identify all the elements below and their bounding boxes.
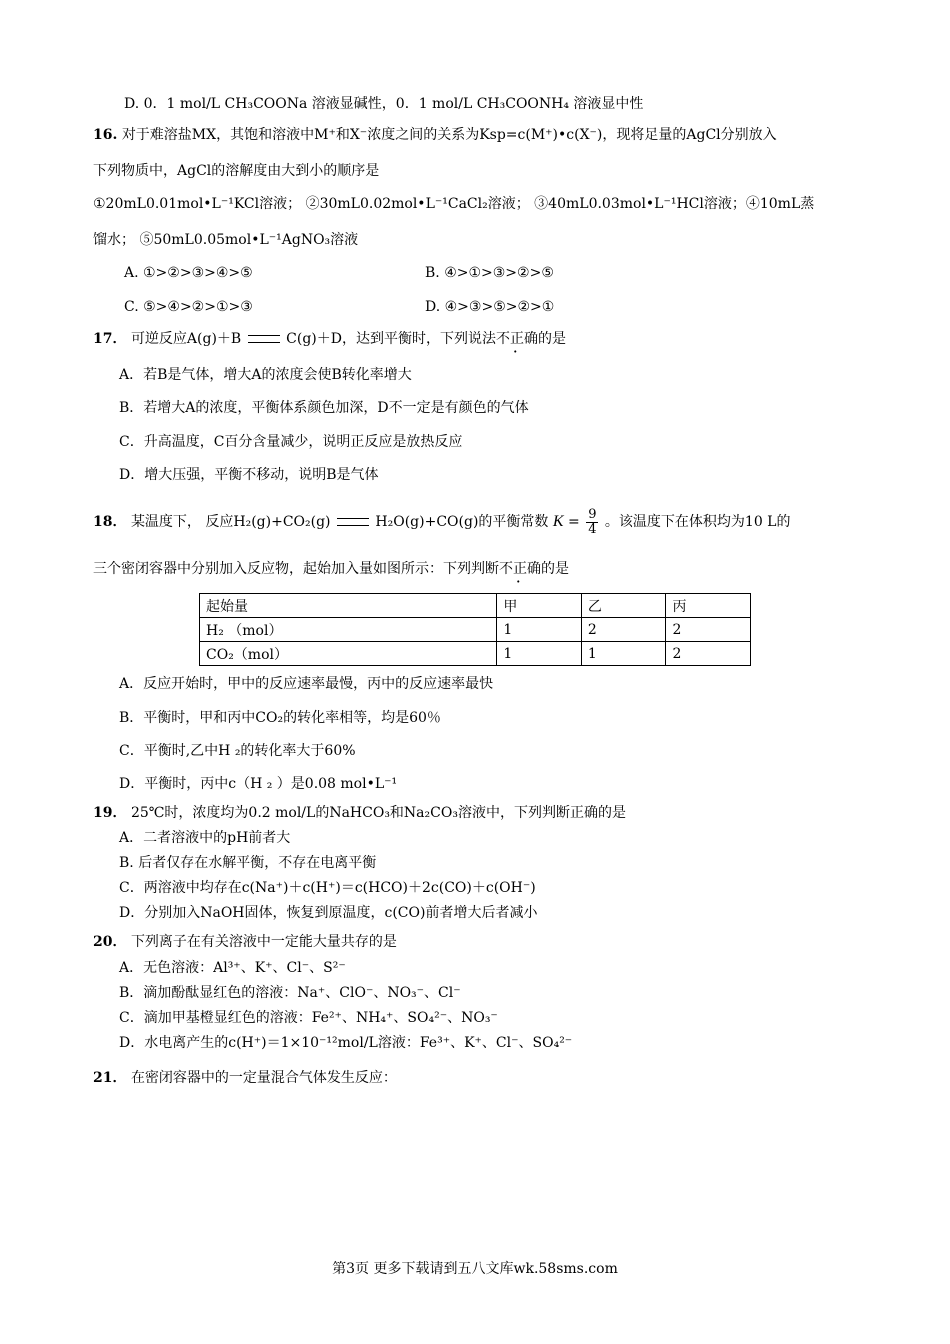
q18-initial-amount-table <box>199 593 751 666</box>
q16-option-c: C. ⑤>④>②>①>③ <box>124 299 253 315</box>
table-header-cell: 丙 <box>666 594 751 618</box>
k-fraction <box>586 508 598 537</box>
q16-items-line2: 馏水； ⑤50mL0.05mol•L⁻¹AgNO₃溶液 <box>93 232 359 248</box>
q21-number: 21． <box>93 1070 127 1086</box>
q18-option-c: C．平衡时,乙中H ₂的转化率大于60% <box>119 743 356 759</box>
q20-number: 20． <box>93 934 127 950</box>
table-cell: 1 <box>581 642 666 666</box>
q17-stem-post: 的是 <box>537 331 566 347</box>
q19-option-a: A．二者溶液中的pH前者大 <box>119 830 291 846</box>
q20-option-b: B．滴加酚酞显红色的溶液：Na⁺、ClO⁻、NO₃⁻、Cl⁻ <box>119 985 461 1001</box>
q21-stem-text: 在密闭容器中的一定量混合气体发生反应： <box>130 1070 397 1086</box>
q15-option-d: D. 0．1 mol/L CH₃COONa 溶液显碱性，0．1 mol/L CH₃COONH₄ 溶液显中性 <box>124 96 644 112</box>
k-symbol: K <box>552 513 564 530</box>
q19-number: 19． <box>93 805 127 821</box>
table-cell: H₂ （mol） <box>200 618 497 642</box>
q17-number: 17． <box>93 331 127 347</box>
q21-stem <box>93 1069 397 1087</box>
q17-stem-mid: C(g)＋D，达到平衡时，下列说法 <box>286 331 496 347</box>
q19-stem-text: 25℃时，浓度均为0.2 mol/L的NaHCO₃和Na₂CO₃溶液中，下列判断正确的是 <box>130 805 626 821</box>
q17-stem <box>93 330 566 348</box>
q18-stem-mid: H₂O(g)+CO(g)的平衡常数 <box>375 514 549 530</box>
q16-option-a: A. ①>②>③>④>⑤ <box>124 265 253 281</box>
q16-option-b: B. ④>①>③>②>⑤ <box>425 265 554 281</box>
equals-sign: = <box>568 514 580 530</box>
q20-option-d: D．水电离产生的c(H⁺)＝1×10⁻¹²mol/L溶液：Fe³⁺、K⁺、Cl⁻、SO₄²⁻ <box>119 1035 573 1051</box>
table-header-cell: 乙 <box>581 594 666 618</box>
table-header-cell: 甲 <box>497 594 582 618</box>
q16-stem-line1 <box>93 126 777 144</box>
q19-option-c: C．两溶液中均存在c(Na⁺)＋c(H⁺)＝c(HCO)＋2c(CO)＋c(OH⁻) <box>119 880 536 896</box>
q17-option-c: C．升高温度，C百分含量减少，说明正反应是放热反应 <box>119 434 463 450</box>
q16-stem-line2: 下列物质中，AgCl的溶解度由大到小的顺序是 <box>93 163 380 179</box>
equilibrium-arrow-icon <box>337 518 369 526</box>
q20-stem-text: 下列离子在有关溶液中一定能大量共存的是 <box>130 934 397 950</box>
page-footer: 第3页 更多下载请到五八文库wk.58sms.com <box>332 1261 618 1277</box>
table-cell: CO₂（mol） <box>200 642 497 666</box>
table-cell: 2 <box>666 618 751 642</box>
q20-stem <box>93 933 397 951</box>
q16-stem-a: 对于难溶盐MX，其饱和溶液中M⁺和X⁻浓度之间的关系为Ksp=c(M⁺)•c(X⁻)，现将足量的AgCl分别放入 <box>121 127 777 143</box>
q19-option-d: D．分别加入NaOH固体，恢复到原温度，c(CO)前者增大后者减小 <box>119 905 538 921</box>
q18-stem-line1 <box>93 507 790 537</box>
table-header-row <box>200 594 751 618</box>
q18-stem-b-pre: 三个密闭容器中分别加入反应物，起始加入量如图所示：下列判断 <box>93 561 499 577</box>
q16-option-d: D. ④>③>⑤>②>① <box>425 299 555 315</box>
q18-option-d: D．平衡时，丙中c（H ₂ ）是0.08 mol•L⁻¹ <box>119 776 398 792</box>
q19-option-b: B. 后者仅存在水解平衡，不存在电离平衡 <box>119 855 377 871</box>
q17-option-b: B．若增大A的浓度，平衡体系颜色加深，D不一定是有颜色的气体 <box>119 400 529 416</box>
q18-stem-pre: 某温度下， 反应H₂(g)+CO₂(g) <box>130 514 331 530</box>
q17-emphasis: 不正确 <box>495 331 538 347</box>
q18-option-a: A．反应开始时，甲中的反应速率最慢，丙中的反应速率最快 <box>119 676 494 692</box>
q16-items-line1: ①20mL0.01mol•L⁻¹KCl溶液； ②30mL0.02mol•L⁻¹CaCl₂溶液； ③40mL0.03mol•L⁻¹HCl溶液；④10mL蒸 <box>93 196 815 212</box>
k-fraction-denominator: 4 <box>588 521 597 537</box>
q20-option-a: A．无色溶液：Al³⁺、K⁺、Cl⁻、S²⁻ <box>119 960 346 976</box>
q16-number: 16. <box>93 127 118 143</box>
q20-option-c: C．滴加甲基橙显红色的溶液：Fe²⁺、NH₄⁺、SO₄²⁻、NO₃⁻ <box>119 1010 498 1026</box>
q18-stem-b-post: 的是 <box>541 561 569 577</box>
table-row <box>200 642 751 666</box>
table-cell: 1 <box>497 642 582 666</box>
q18-number: 18． <box>93 514 127 530</box>
table-row <box>200 618 751 642</box>
q18-option-b: B．平衡时，甲和丙中CO₂的转化率相等，均是60％ <box>119 710 441 726</box>
q17-stem-pre: 可逆反应A(g)＋B <box>130 331 242 347</box>
table-cell: 2 <box>581 618 666 642</box>
equilibrium-arrow-icon <box>248 335 280 343</box>
table-cell: 1 <box>497 618 582 642</box>
q18-stem-line2 <box>93 560 569 578</box>
q17-option-a: A．若B是气体，增大A的浓度会使B转化率增大 <box>119 367 412 383</box>
table-cell: 2 <box>666 642 751 666</box>
q19-stem <box>93 804 626 822</box>
q18-stem-post: 。该温度下在体积均为10 L的 <box>604 514 791 530</box>
table-header-cell: 起始量 <box>200 594 497 618</box>
q17-option-d: D．增大压强，平衡不移动，说明B是气体 <box>119 467 379 483</box>
k-fraction-numerator: 9 <box>588 506 597 522</box>
q18-emphasis: 不正确 <box>499 561 541 577</box>
